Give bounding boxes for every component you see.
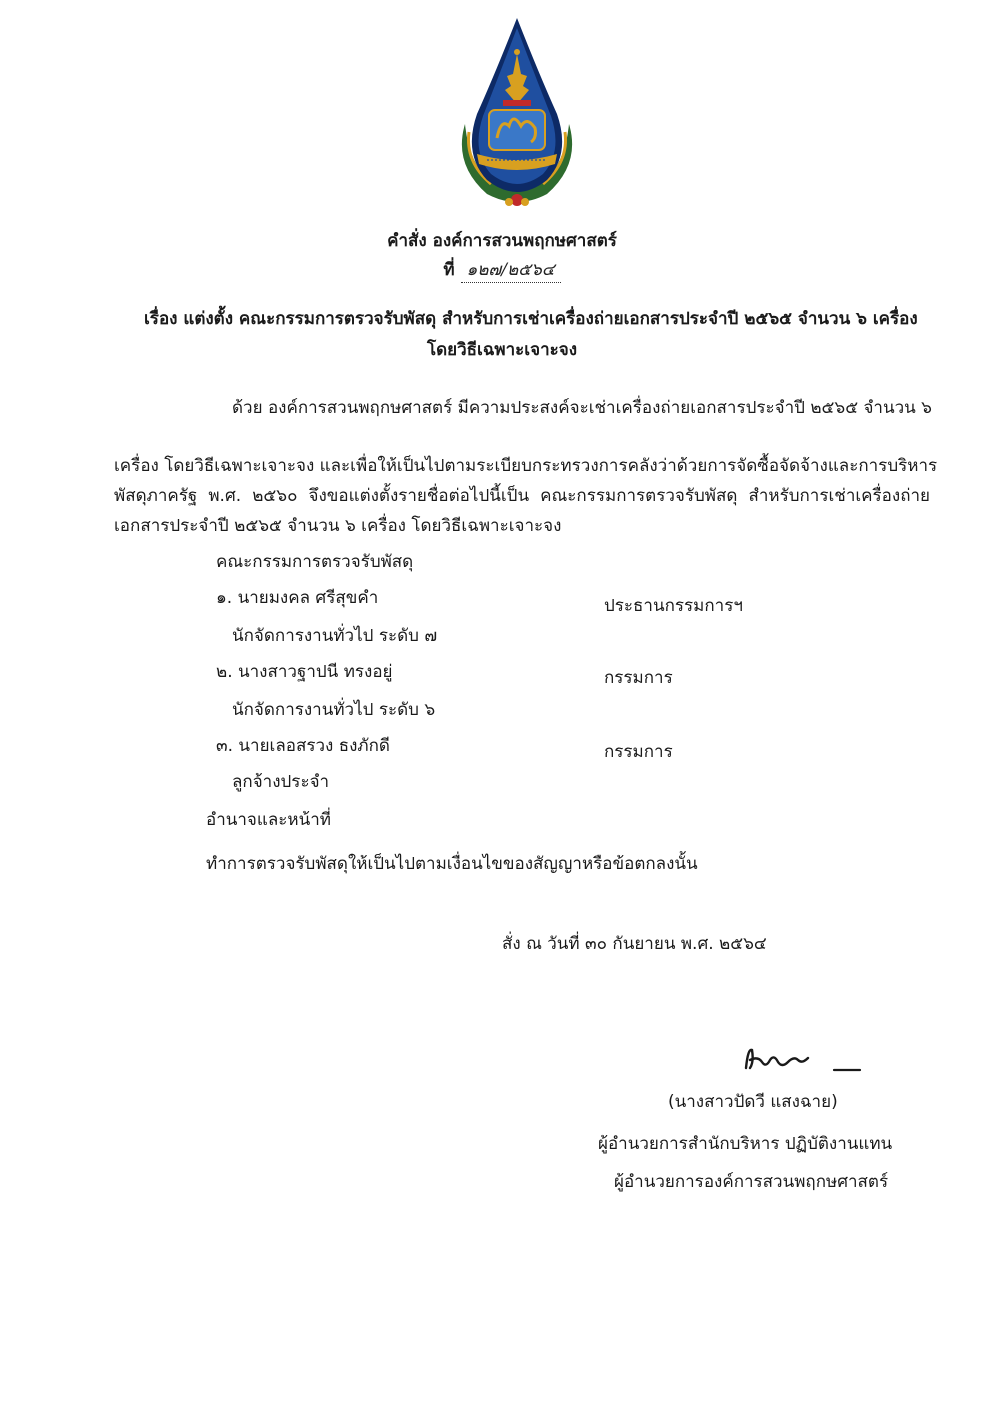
- duties-heading: อำนาจและหน้าที่: [206, 810, 331, 830]
- member-position: นักจัดการงานทั่วไป ระดับ ๖: [232, 700, 436, 720]
- signer-title-1: ผู้อำนวยการสำนักบริหาร ปฏิบัติงานแทน: [598, 1134, 893, 1154]
- signer-title-2: ผู้อำนวยการองค์การสวนพฤกษศาสตร์: [614, 1172, 889, 1192]
- order-title: คำสั่ง องค์การสวนพฤกษศาสตร์: [387, 231, 617, 251]
- member-position: ลูกจ้างประจำ: [232, 772, 330, 792]
- organization-logo: [447, 14, 587, 214]
- order-number-prefix: ที่: [443, 260, 455, 280]
- duties-text: ทำการตรวจรับพัสดุให้เป็นไปตามเงื่อนไขของสัญญาหรือข้อตกลงนั้น: [206, 854, 698, 874]
- order-number: ๑๒๗/๒๕๖๔: [461, 258, 561, 283]
- member-role: กรรมการ: [604, 668, 673, 688]
- signer-name: (นางสาวปัดวี แสงฉาย): [668, 1092, 838, 1112]
- member-role: ประธานกรรมการฯ: [604, 596, 743, 616]
- member-role: กรรมการ: [604, 742, 673, 762]
- order-number-line: [0, 258, 1004, 283]
- member-name: ๑. นายมงคล ศรีสุขคำ: [216, 588, 379, 608]
- committee-heading: คณะกรรมการตรวจรับพัสดุ: [216, 552, 414, 572]
- subject-line-1: เรื่อง แต่งตั้ง คณะกรรมการตรวจรับพัสดุ สำหรับการเช่าเครื่องถ่ายเอกสารประจำปี ๒๕๖๕ จำนวน ๖ เครื่อง: [144, 309, 918, 329]
- member-name: ๒. นางสาวฐาปนี ทรงอยู่: [216, 662, 393, 682]
- body-paragraph-line-2: เครื่อง โดยวิธีเฉพาะเจาะจง และเพื่อให้เป็นไปตามระเบียบกระทรวงการคลังว่าด้วยการจัดซื้อจัดจ้างและการบริหาร: [114, 456, 938, 476]
- body-paragraph-line-3: พัสดุภาครัฐ พ.ศ. ๒๕๖๐ จึงขอแต่งตั้งรายชื่อต่อไปนี้เป็น คณะกรรมการตรวจรับพัสดุ สำหรับการเช่าเครื่องถ่าย: [114, 486, 930, 506]
- member-position: นักจัดการงานทั่วไป ระดับ ๗: [232, 626, 438, 646]
- signature-icon: [738, 1040, 868, 1080]
- member-name: ๓. นายเลอสรวง ธงภักดี: [216, 736, 390, 756]
- botanical-seal-icon: [447, 14, 587, 214]
- body-paragraph-line-1: ด้วย องค์การสวนพฤกษศาสตร์ มีความประสงค์จะเช่าเครื่องถ่ายเอกสารประจำปี ๒๕๖๕ จำนวน ๖: [232, 398, 932, 418]
- body-paragraph-line-4: เอกสารประจำปี ๒๕๖๕ จำนวน ๖ เครื่อง โดยวิธีเฉพาะเจาะจง: [114, 516, 562, 536]
- order-date: สั่ง ณ วันที่ ๓๐ กันยายน พ.ศ. ๒๕๖๔: [502, 934, 767, 954]
- subject-line-2: โดยวิธีเฉพาะเจาะจง: [426, 340, 578, 360]
